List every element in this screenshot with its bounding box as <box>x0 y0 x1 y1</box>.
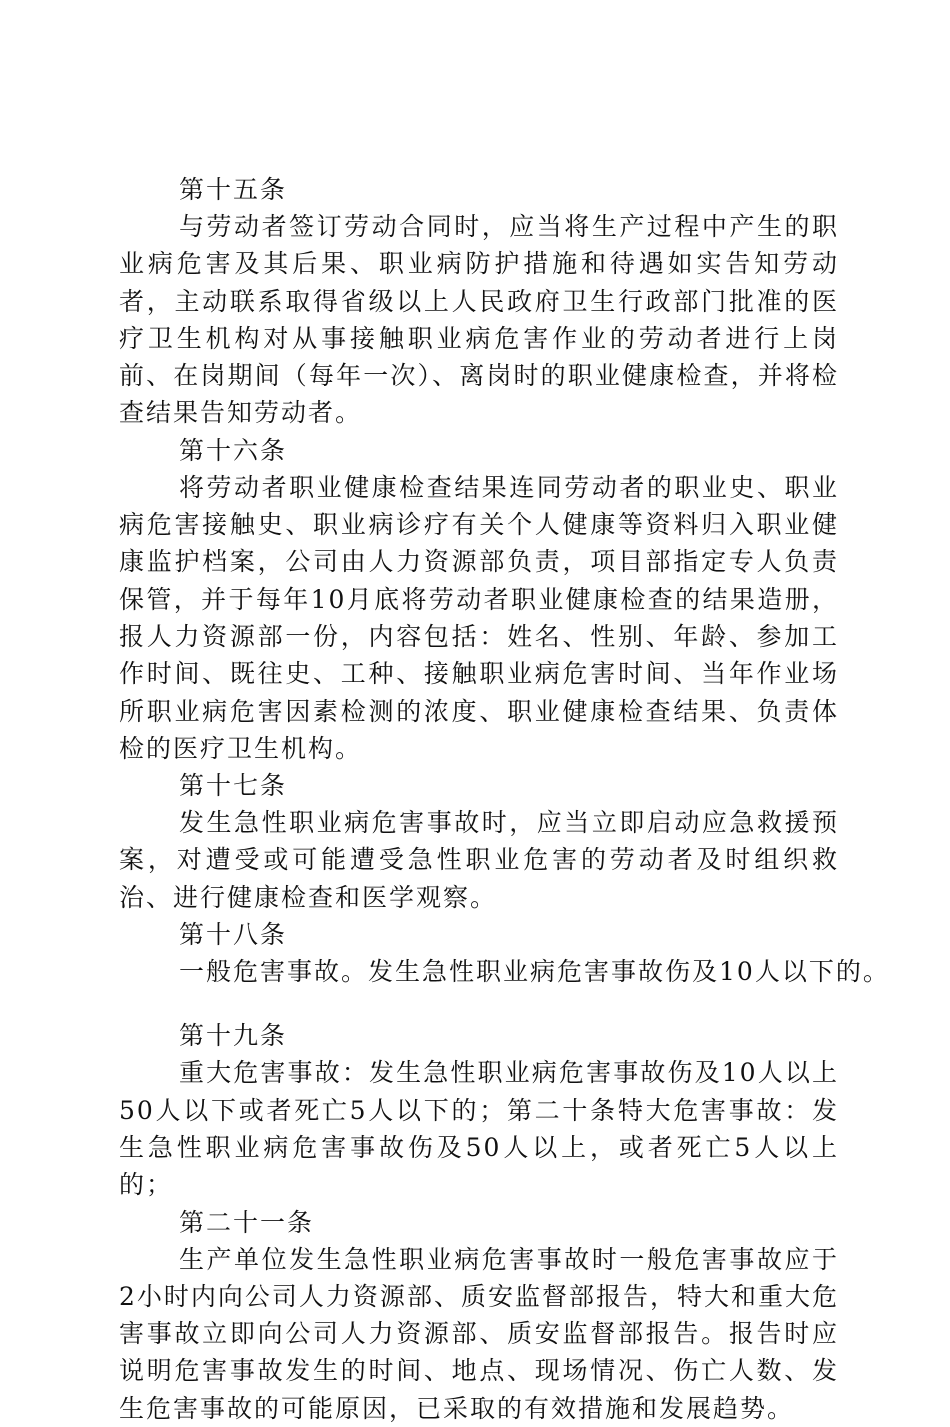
article-text: 重大危害事故：发生急性职业病危害事故伤及10人以上50人以下或者死亡5人以下的；第二十条特大危害事故：发生急性职业病危害事故伤及50人以上，或者死亡5人以上的； <box>119 1058 839 1200</box>
article-heading: 第十九条 <box>179 1021 288 1051</box>
article-text: 发生急性职业病危害事故时，应当立即启动应急救援预案，对遭受或可能遭受急性职业危害的劳动者及时组织救治、进行健康检查和医学观察。 <box>119 808 839 912</box>
article-16 <box>119 432 839 767</box>
article-21 <box>119 1204 839 1427</box>
article-heading: 第十六条 <box>179 435 288 465</box>
article-heading: 第十八条 <box>179 920 288 950</box>
document-body <box>119 171 890 1427</box>
article-text: 生产单位发生急性职业病危害事故时一般危害事故应于2小时内向公司人力资源部、质安监督部报告，特大和重大危害事故立即向公司人力资源部、质安监督部报告。报告时应说明危害事故发生的时间、地点、现场情况、伤亡人数、发生危害事故的可能原因，已采取的有效措施和发展趋势。 <box>119 1244 839 1423</box>
article-19 <box>119 1017 839 1203</box>
paragraph-spacer <box>119 990 839 1017</box>
article-17 <box>119 767 839 916</box>
article-text: 将劳动者职业健康检查结果连同劳动者的职业史、职业病危害接触史、职业病诊疗有关个人健康等资料归入职业健康监护档案，公司由人力资源部负责，项目部指定专人负责保管，并于每年10月底将劳动者职业健康检查的结果造册，报人力资源部一份，内容包括：姓名、性别、年龄、参加工作时间、既往史、工种、接触职业病危害时间、当年作业场所职业病危害因素检测的浓度、职业健康检查结果、负责体检的医疗卫生机构。 <box>119 472 839 763</box>
article-heading: 第十七条 <box>179 771 288 801</box>
article-text: 与劳动者签订劳动合同时，应当将生产过程中产生的职业病危害及其后果、职业病防护措施和待遇如实告知劳动者，主动联系取得省级以上人民政府卫生行政部门批准的医疗卫生机构对从事接触职业病危害作业的劳动者进行上岗前、在岗期间（每年一次）、离岗时的职业健康检查，并将检查结果告知劳动者。 <box>119 212 839 428</box>
article-15 <box>119 171 839 432</box>
article-18 <box>119 916 890 990</box>
article-text: 一般危害事故。发生急性职业病危害事故伤及10人以下的。 <box>179 957 890 987</box>
article-heading: 第十五条 <box>179 175 288 204</box>
article-heading: 第二十一条 <box>179 1207 315 1237</box>
